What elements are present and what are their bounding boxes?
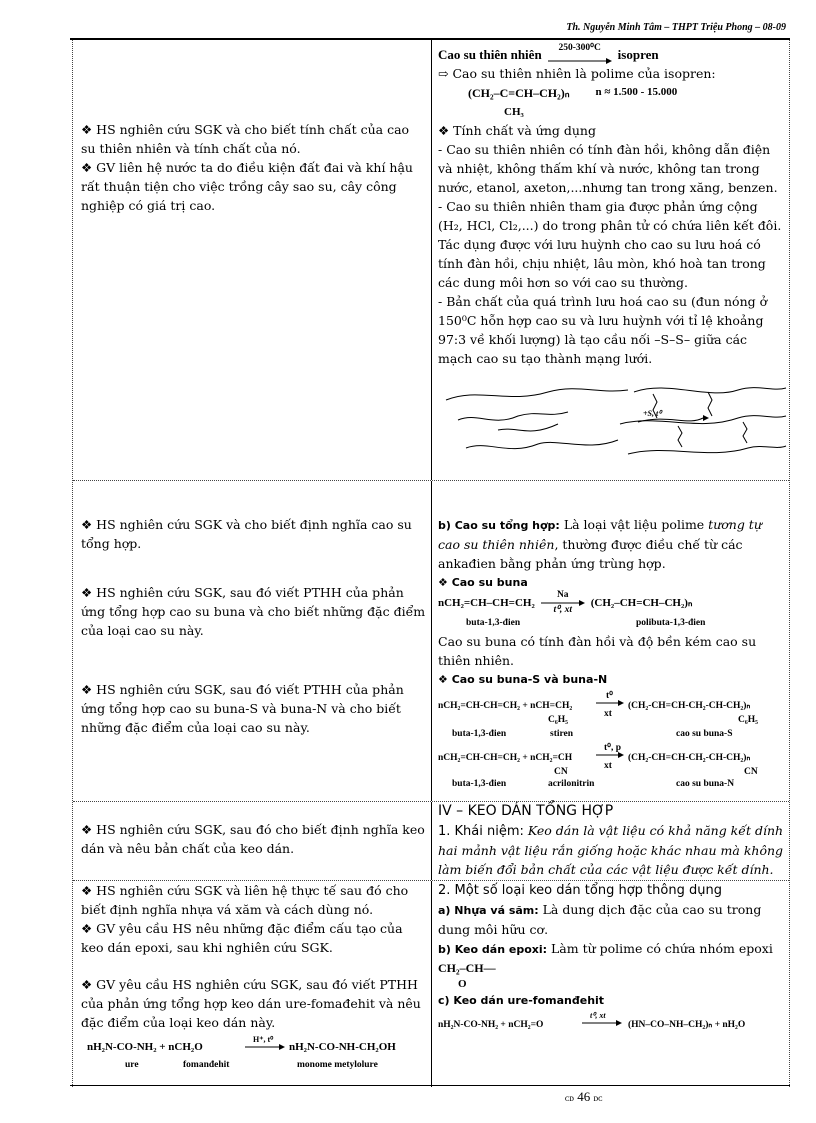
formula-substituent: CH₃ xyxy=(504,106,524,118)
eq-substituent: C₆H₅ xyxy=(738,715,758,725)
buna-s-equation xyxy=(438,689,785,741)
eq-condition: t⁰, xt xyxy=(553,605,573,615)
page-number: ᴄᴅ 46 ᴅᴄ xyxy=(565,1089,603,1104)
eq-product: isopren xyxy=(617,47,659,62)
product-name: cao su buna-S xyxy=(676,729,733,739)
epoxy-group xyxy=(438,959,785,991)
def-italic: tương tự cao su thiên nhiên xyxy=(438,517,762,552)
product-name: polibuta-1,3-đien xyxy=(636,618,706,628)
diagram-label: +S, t⁰ xyxy=(643,409,662,418)
reactant-name: fomanđehit xyxy=(183,1060,230,1070)
reactant-name: buta-1,3-đien xyxy=(466,618,521,628)
eq-reactant: nCH₂=CH-CH=CH₂ + nCH=CH₂ xyxy=(438,701,573,711)
vulcanization-svg xyxy=(438,382,788,462)
activity-text: ❖ HS nghiên cứu SGK và liên hệ thực tế sau đó cho biết định nghĩa nhựa vá xăm và cách dùng nó. xyxy=(81,883,409,917)
urea-equation xyxy=(81,1032,427,1070)
paragraph: - Bản chất của quá trình lưu hoá cao su (đun nóng ở 150⁰C hỗn hợp cao su và lưu huỳnh với tỉ lệ khoảng 97:3 về khối lượng) là tạo cầu nối –S–S– giữa các mạch cao su tạo thành mạng lưới. xyxy=(438,294,768,366)
item-text: Là dung dịch đặc của cao su trong dung môi hữu cơ. xyxy=(438,902,762,937)
buna-sn-heading: ❖ Cao su buna-S và buna-N xyxy=(438,673,608,686)
eq-catalyst: xt xyxy=(604,761,612,771)
buna-names xyxy=(438,614,785,632)
reactant-name: buta-1,3-đien xyxy=(452,729,507,739)
activity-text: ❖ GV yêu cầu HS nêu những đặc điểm cấu tạo của keo dán epoxi, sau khi nghiên cứu SGK. xyxy=(81,921,403,955)
teacher-column xyxy=(73,881,432,1087)
section-title: IV – KEO DÁN TỔNG HỢP xyxy=(438,803,614,819)
table-row xyxy=(73,481,789,802)
activity-text: ❖ HS nghiên cứu SGK và cho biết tính chất của cao su thiên nhiên và tính chất của nó. xyxy=(81,122,410,156)
table-row xyxy=(73,40,789,481)
vulcanization-diagram xyxy=(438,382,785,462)
content-column xyxy=(432,802,789,880)
eq-product: (CH₂-CH=CH-CH₂-CH-CH₂)ₙ xyxy=(628,701,751,711)
content-column xyxy=(432,881,789,1087)
eq-substituent: C₆H₅ xyxy=(548,715,568,725)
buna-equation xyxy=(438,592,785,614)
def-text: Là loại vật liệu polime xyxy=(559,517,709,532)
activity-text: ❖ HS nghiên cứu SGK, sau đó viết PTHH của phản ứng tổng hợp cao su buna-S và buna-N và cho biết những đặc điểm của loại cao su này. xyxy=(81,682,404,735)
eq-product: (HN–CO–NH–CH₂)ₙ + nH₂O xyxy=(628,1020,746,1030)
eq-reactant: nCH₂=CH-CH=CH₂ + nCH₂=CH xyxy=(438,753,573,763)
formula-n: n ≈ 1.500 - 15.000 xyxy=(595,86,678,98)
item-heading: c) Keo dán ure-fomanđehit xyxy=(438,994,605,1007)
isoprene-equation xyxy=(438,40,785,64)
eq-condition: t⁰ xyxy=(606,691,613,701)
eq-product: nH₂N-CO-NH-CH₂OH xyxy=(289,1041,396,1053)
synthetic-rubber-def xyxy=(438,515,785,573)
activity-text: ❖ GV yêu cầu HS nghiên cứu SGK, sau đó viết PTHH của phản ứng tổng hợp keo dán ure-fomađehit và nêu đặc điểm của loại keo dán này. xyxy=(81,977,421,1030)
teacher-column xyxy=(73,802,432,880)
lesson-table xyxy=(72,40,790,1087)
polymer-formula xyxy=(438,83,785,121)
paragraph: - Cao su thiên nhiên có tính đàn hồi, không dẫn điện và nhiệt, không thấm khí và nước, không tan trong nước, etanol, axeton,...nhưng tan trong xăng, benzen. xyxy=(438,142,778,195)
paragraph: ❖ Tính chất và ứng dụng xyxy=(438,123,596,138)
item-heading: b) Keo dán epoxi: xyxy=(438,943,548,956)
urea-formaldehyde-equation xyxy=(438,1010,785,1036)
content-column xyxy=(432,40,789,480)
epoxy-oxygen: O xyxy=(458,978,467,990)
page-header xyxy=(70,22,790,39)
def-text: Keo dán là vật liệu có khả năng kết dính hai mảnh vật liệu rắn giống hoặc khác nhau mà không làm biến đổi bản chất của các vật liệu được kết dính. xyxy=(438,823,784,877)
paragraph: - Cao su thiên nhiên tham gia được phản ứng cộng (H₂, HCl, Cl₂,...) do trong phân tử có chứa liên kết đôi. Tác dụng được với lưu huỳnh cho cao su lưu hoá có tính đàn hồi, chịu nhiệt, lâu mòn, khó hoà tan trong các dung môi hơn so với cao su thường. xyxy=(438,199,782,290)
reactant-name: acrilonitrin xyxy=(548,779,595,789)
buna-n-equation xyxy=(438,741,785,787)
section-subtitle: 2. Một số loại keo dán tổng hợp thông dụng xyxy=(438,883,722,898)
activity-text: ❖ HS nghiên cứu SGK và cho biết định nghĩa cao su tổng hợp. xyxy=(81,517,412,551)
eq-condition: t⁰, p xyxy=(604,743,622,753)
activity-text: ❖ GV liên hệ nước ta do điều kiện đất đai và khí hậu rất thuận tiện cho việc trồng cây sao su, cây công nghiệp có giá trị cao. xyxy=(81,160,413,213)
eq-arrow xyxy=(548,39,612,64)
eq-catalyst: Na xyxy=(556,590,569,600)
eq-product: (CH₂-CH=CH-CH₂-CH-CH₂)ₙ xyxy=(628,753,751,763)
teacher-column xyxy=(73,40,432,480)
item-heading: a) Nhựa vá săm: xyxy=(438,904,539,917)
paragraph: Cao su buna có tính đàn hồi và độ bền kém cao su thiên nhiên. xyxy=(438,634,757,668)
header-text: Th. Nguyễn Minh Tâm – THPT Triệu Phong – 08-09 xyxy=(566,22,786,33)
product-name: monome metylolure xyxy=(297,1060,378,1070)
page-number-text: 46 xyxy=(574,1089,594,1104)
reactant-name: stiren xyxy=(550,729,574,739)
eq-substituent: CN xyxy=(554,767,568,777)
eq-reactant: nCH₂=CH–CH=CH₂ xyxy=(438,596,535,609)
activity-text: ❖ HS nghiên cứu SGK, sau đó cho biết định nghĩa keo dán và nêu bản chất của keo dán. xyxy=(81,822,425,856)
reactant-name: ure xyxy=(125,1060,139,1070)
paragraph: ⇨ Cao su thiên nhiên là polime của isopren: xyxy=(438,66,716,81)
table-row xyxy=(73,881,789,1087)
item-text: Làm từ polime có chứa nhóm epoxi xyxy=(547,941,773,956)
eq-reactant: nH₂N-CO-NH₂ + nCH₂=O xyxy=(438,1020,544,1030)
content-column xyxy=(432,481,789,801)
eq-condition: 250-300⁰C xyxy=(558,43,601,53)
reactant-name: buta-1,3-đien xyxy=(452,779,507,789)
eq-reactant: nH₂N-CO-NH₂ + nCH₂O xyxy=(87,1041,203,1053)
epoxy-formula: CH₂–CH— xyxy=(438,961,496,975)
teacher-column xyxy=(73,481,432,801)
eq-product: (CH₂–CH=CH–CH₂)ₙ xyxy=(590,596,693,609)
product-name: cao su buna-N xyxy=(676,779,735,789)
buna-heading: ❖ Cao su buna xyxy=(438,576,528,589)
def-text: , thường được điều chế từ các ankađien bằng phản ứng trùng hợp. xyxy=(438,537,743,571)
eq-condition: t⁰, xt xyxy=(590,1011,606,1020)
eq-condition: H⁺, t⁰ xyxy=(253,1035,274,1044)
eq-reactant: Cao su thiên nhiên xyxy=(438,47,542,62)
def-heading: 1. Khái niệm: xyxy=(438,824,524,839)
eq-catalyst: xt xyxy=(604,709,612,719)
def-heading: b) Cao su tổng hợp: xyxy=(438,519,560,532)
eq-arrow xyxy=(541,591,585,615)
activity-text: ❖ HS nghiên cứu SGK, sau đó viết PTHH của phản ứng tổng hợp cao su buna và cho biết những đặc điểm của loại cao su này. xyxy=(81,585,426,638)
eq-substituent: CN xyxy=(744,767,758,777)
footer-rule xyxy=(70,1085,790,1086)
table-row xyxy=(73,802,789,881)
formula-main: (CH₂–C=CH–CH₂)ₙ xyxy=(468,86,570,100)
